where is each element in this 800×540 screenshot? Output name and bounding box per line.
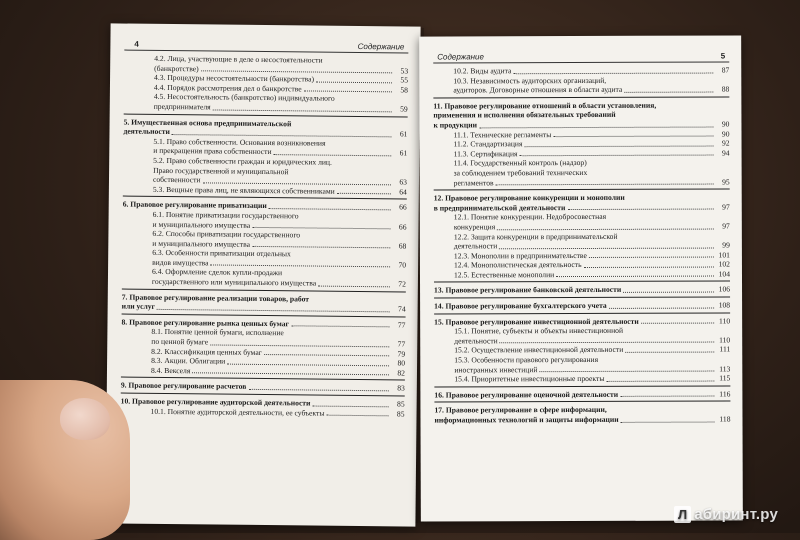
toc-entry-text: иностранных инвестиций [454, 364, 538, 375]
toc-entry-text: 11.3. Сертификация [453, 148, 518, 159]
toc-page-number: 63 [399, 177, 408, 187]
leader-dots [274, 154, 392, 156]
toc-entry-text: и муниципального имущества [152, 219, 251, 230]
running-title: Содержание [357, 41, 405, 52]
leader-dots [316, 81, 392, 83]
toc-entry-text: государственного или муниципального имущества [151, 276, 317, 288]
toc-entry-last-line [154, 102, 408, 114]
toc-page-number: 53 [400, 66, 409, 76]
toc-entry-text: 5.3. Вещные права лиц, не являющихся собственниками [152, 184, 335, 196]
toc-chapter [122, 292, 406, 314]
toc-entry-text: (банкротстве) [154, 63, 199, 73]
toc-page-number: 68 [398, 241, 407, 251]
toc-entry-text: 4.4. Порядок рассмотрения дел о банкротстве [153, 82, 302, 94]
toc-entry-line: 12.2. Защита конкуренции в предпринимательской [453, 231, 618, 241]
chapter-divider [434, 281, 730, 283]
toc-chapter [433, 100, 729, 130]
leader-dots [624, 91, 713, 92]
toc-page-number: 90 [721, 119, 730, 129]
leader-dots [304, 91, 392, 93]
toc-entry-line: 17. Правовое регулирование в сфере информации, [434, 405, 607, 415]
toc-section [124, 92, 408, 114]
toc-page-number: 82 [397, 368, 406, 378]
toc-entry-last-line [122, 302, 406, 315]
leader-dots [248, 389, 388, 391]
left-page [105, 23, 420, 526]
toc-entry-text: 8.2. Классификация ценных бумаг [151, 346, 262, 357]
toc-entry-text: информационных технологий и защиты информации [434, 414, 619, 425]
thumbnail-nail [60, 398, 110, 440]
chapter-divider [124, 113, 408, 117]
toc-entry-line: 11. Правовое регулирование отношений в области установления, [433, 100, 657, 111]
toc-entry-line: 12.1. Понятие конкуренции. Недобросовестная [453, 212, 607, 222]
toc-entry-line: 8.1. Понятие ценной бумаги, исполнение [151, 327, 284, 338]
toc-entry-line: 5.2. Право собственности граждан и юридических лиц. [153, 155, 332, 167]
toc-section [434, 374, 730, 385]
chapter-divider [434, 312, 730, 314]
leader-dots [524, 145, 713, 147]
toc-entry-line: 6.1. Понятие приватизации государственного [152, 209, 299, 221]
toc-page-number: 85 [396, 409, 405, 419]
leader-dots [539, 371, 714, 373]
toc-page-number: 90 [721, 129, 730, 139]
toc-entry-line: 4.2. Лица, участвующие в деле о несостоятельности [154, 53, 323, 65]
toc-page-number: 59 [400, 104, 408, 114]
leader-dots [318, 285, 390, 287]
toc-page-number: 66 [399, 202, 407, 212]
toc-page-number: 77 [397, 339, 406, 349]
toc-entry-text: 8.4. Векселя [150, 365, 191, 376]
toc-page-number: 97 [722, 221, 730, 231]
leader-dots [567, 209, 713, 211]
toc-entry-last-line [121, 381, 405, 394]
leader-dots [252, 227, 390, 229]
left-page-header [124, 38, 408, 54]
leader-dots [496, 184, 714, 186]
leader-dots [291, 326, 390, 328]
toc-page-number: 102 [718, 259, 730, 269]
toc-entry-last-line [454, 269, 730, 280]
chapter-divider [434, 189, 730, 191]
toc-entry-text: 12.3. Монополии в предпринимательстве [453, 250, 587, 261]
toc-entry-text: 10.2. Виды аудита [453, 66, 512, 76]
leader-dots [623, 292, 714, 293]
toc-entry-last-line [453, 85, 729, 96]
chapter-divider [123, 196, 407, 200]
leader-dots [312, 405, 388, 407]
toc-page-number: 108 [718, 300, 731, 310]
toc-section [123, 155, 407, 187]
toc-entry-line: 7. Правовое регулирование реализации товаров, работ [121, 292, 310, 304]
toc-entry-text: 13. Правовое регулирование банковской деятельности [434, 285, 622, 295]
chapter-divider [122, 288, 406, 292]
toc-entry-line: 6.4. Оформление сделок купли-продажи [151, 267, 283, 278]
chapter-divider [434, 297, 730, 299]
toc-page-number: 94 [721, 148, 730, 158]
toc-section [434, 212, 730, 232]
toc-entry-text: аудиторов. Договорные отношения в области аудита [453, 85, 623, 95]
toc-entry-line: за соблюдением требований технических [453, 167, 588, 178]
chapter-divider [433, 96, 729, 98]
toc-entry-line: применения и исполнения обязательных требований [433, 110, 616, 120]
toc-entry-last-line [434, 301, 730, 312]
toc-entry-text: и прекращения права собственности [153, 146, 272, 157]
toc-page-number: 85 [397, 399, 405, 409]
toc-page-number: 83 [397, 383, 405, 393]
toc-entry-text: собственности [152, 174, 201, 185]
watermark-text: абиринт.ру [694, 506, 778, 523]
leader-dots [157, 309, 390, 312]
leader-dots [553, 136, 713, 138]
leader-dots [589, 257, 714, 258]
toc-section [121, 365, 405, 378]
toc-entry-line: 10.3. Независимость аудиторских организаций, [453, 75, 607, 86]
toc-page-number: 106 [718, 284, 731, 294]
toc-chapter [121, 381, 405, 394]
toc-entry-line: 6.3. Особенности приватизации отдельных [152, 248, 291, 259]
toc-entry-line: 5. Имущественная основа предпринимательской [123, 117, 292, 128]
toc-entry-text: и муниципального имущества [152, 238, 251, 249]
leader-dots [641, 323, 714, 324]
toc-entry-line: 5.1. Право собственности. Основания возникновения [153, 136, 326, 148]
leader-dots [520, 155, 714, 157]
toc-page-number: 110 [719, 316, 731, 326]
toc-entry-text: деятельности [453, 241, 498, 251]
toc-page-number: 72 [398, 279, 406, 289]
page-number: 4 [134, 39, 139, 49]
chapter-divider [434, 385, 730, 387]
watermark [674, 506, 778, 523]
toc-page-number: 61 [399, 148, 408, 158]
toc-entry-text: 16. Правовое регулирование оценочной деятельности [434, 389, 619, 400]
toc-page-number: 116 [719, 389, 731, 399]
running-title: Содержание [437, 52, 484, 62]
toc-page-number: 58 [400, 85, 408, 95]
toc-entry-last-line [434, 285, 730, 296]
toc-page-number: 80 [397, 358, 406, 368]
toc-entry-text: предпринимателя [153, 101, 211, 112]
toc-entry-text: 11.2. Стандартизация [453, 139, 523, 149]
leader-dots [584, 266, 714, 267]
toc-entry-text: деятельности [454, 336, 498, 346]
toc-chapter [434, 405, 730, 425]
leader-dots [500, 342, 715, 344]
toc-entry-text: к продукции [433, 120, 478, 130]
toc-entry-last-line [151, 366, 405, 378]
right-page-header [433, 49, 729, 63]
leader-dots [192, 373, 389, 376]
table-of-contents-right [433, 65, 731, 513]
toc-section [123, 184, 407, 197]
toc-page-number: 55 [400, 75, 409, 85]
toc-page-number: 101 [718, 250, 730, 260]
watermark-badge: Л [674, 506, 691, 523]
leader-dots [326, 415, 388, 417]
toc-page-number: 64 [399, 187, 407, 197]
leader-dots [620, 396, 714, 397]
toc-page-number: 70 [398, 260, 407, 270]
toc-page-number: 104 [718, 269, 731, 279]
chapter-divider [121, 377, 405, 381]
toc-entry-text: 15.2. Осуществление инвестиционной деятельности [454, 345, 624, 355]
toc-entry-line: 11.4. Государственный контроль (надзор) [453, 158, 587, 168]
toc-chapter [434, 301, 730, 312]
leader-dots [499, 247, 714, 249]
toc-entry-text: 9. Правовое регулирование расчетов [120, 380, 247, 392]
leader-dots [252, 246, 390, 248]
leader-dots [269, 208, 391, 210]
toc-entry-text: 15.4. Приоритетные инвестиционные проекты [454, 374, 605, 384]
toc-chapter [434, 389, 730, 400]
toc-entry-last-line [434, 389, 730, 400]
toc-page-number: 110 [719, 335, 731, 345]
toc-section [434, 326, 730, 346]
toc-entry-text: 6. Правовое регулирование приватизации [122, 199, 267, 211]
leader-dots [213, 109, 392, 112]
toc-entry-last-line [454, 177, 730, 188]
leader-dots [513, 72, 713, 74]
toc-section [434, 355, 730, 375]
toc-section [433, 75, 729, 95]
toc-entry-line: Право государственной и муниципальной [153, 165, 289, 176]
toc-chapter [434, 285, 730, 296]
toc-entry-line: 12. Правовое регулирование конкуренции и монополии [433, 192, 625, 203]
toc-chapter [434, 193, 730, 213]
toc-section [434, 158, 730, 188]
toc-entry-text: 10.1. Понятие аудиторской деятельности, ее субъекты [150, 406, 325, 418]
toc-entry-text: или услуг [121, 301, 156, 312]
toc-entry-text: 12.4. Монополистическая деятельность [453, 260, 582, 270]
toc-entry-text: 8. Правовое регулирование рынка ценных бумаг [121, 317, 290, 329]
toc-page-number: 61 [399, 129, 408, 139]
right-page [419, 35, 743, 521]
page-number: 5 [720, 51, 726, 61]
toc-entry-text: 11.1. Технические регламенты [453, 129, 552, 140]
toc-page-number: 77 [397, 320, 406, 330]
toc-entry-text: по ценной бумаге [151, 336, 209, 347]
chapter-divider [121, 393, 405, 397]
toc-entry-line: 4.5. Несостоятельность (банкротство) индивидуального [153, 92, 335, 104]
toc-entry-last-line [153, 185, 407, 197]
leader-dots [625, 352, 714, 353]
toc-entry-last-line [434, 414, 730, 425]
toc-entry-text: в предпринимательской деятельности [433, 202, 566, 213]
toc-page-number: 118 [719, 414, 731, 424]
chapter-divider [434, 401, 730, 403]
toc-entry-last-line [454, 374, 730, 385]
leader-dots [264, 354, 389, 356]
toc-page-number: 92 [721, 138, 730, 148]
toc-entry-text: 12.5. Естественные монополии [453, 269, 555, 280]
toc-entry-line: 6.2. Способы приватизации государственного [152, 228, 301, 240]
toc-entry-text: видов имущества [152, 257, 209, 268]
leader-dots [609, 307, 714, 308]
toc-page-number: 95 [722, 177, 730, 187]
toc-page-number: 87 [721, 65, 730, 75]
toc-entry-text: 14. Правовое регулирование бухгалтерского учета [434, 300, 607, 311]
leader-dots [606, 380, 714, 381]
toc-page-number: 111 [719, 344, 731, 354]
toc-page-number: 97 [722, 202, 730, 212]
toc-entry-text: 8.3. Акции. Облигации [151, 356, 226, 366]
toc-page-number: 79 [397, 349, 406, 359]
chapter-divider [122, 313, 406, 317]
toc-section [434, 269, 730, 280]
toc-entry-text: регламентов [453, 177, 494, 187]
toc-entry-line: 15.1. Понятие, субъекты и объекты инвестиционной [454, 326, 624, 336]
leader-dots [337, 193, 391, 195]
toc-page-number: 88 [721, 84, 730, 94]
toc-entry-last-line [151, 406, 405, 418]
toc-page-number: 113 [719, 364, 731, 374]
toc-section [434, 231, 730, 251]
toc-page-number: 74 [398, 304, 406, 314]
leader-dots [479, 126, 713, 128]
toc-entry-text: конкуренция [453, 222, 496, 232]
toc-entry-text: 4.3. Процедуры несостоятельности (банкротства) [154, 73, 315, 84]
toc-entry-text: 15. Правовое регулирование инвестиционной деятельности [434, 316, 639, 327]
toc-section [121, 406, 405, 419]
toc-section [122, 267, 406, 289]
toc-entry-text: 10. Правовое регулирование аудиторской деятельности [120, 396, 311, 408]
table-of-contents-left [119, 54, 408, 519]
toc-entry-line: 15.3. Особенности правового регулирования [454, 354, 599, 365]
toc-entry-text: деятельности [123, 126, 170, 137]
toc-page-number: 66 [398, 221, 407, 231]
leader-dots [621, 421, 715, 422]
leader-dots [497, 228, 714, 230]
toc-page-number: 115 [719, 373, 731, 383]
leader-dots [556, 276, 714, 278]
toc-page-number: 99 [722, 240, 730, 250]
toc-entry-last-line [152, 277, 406, 289]
